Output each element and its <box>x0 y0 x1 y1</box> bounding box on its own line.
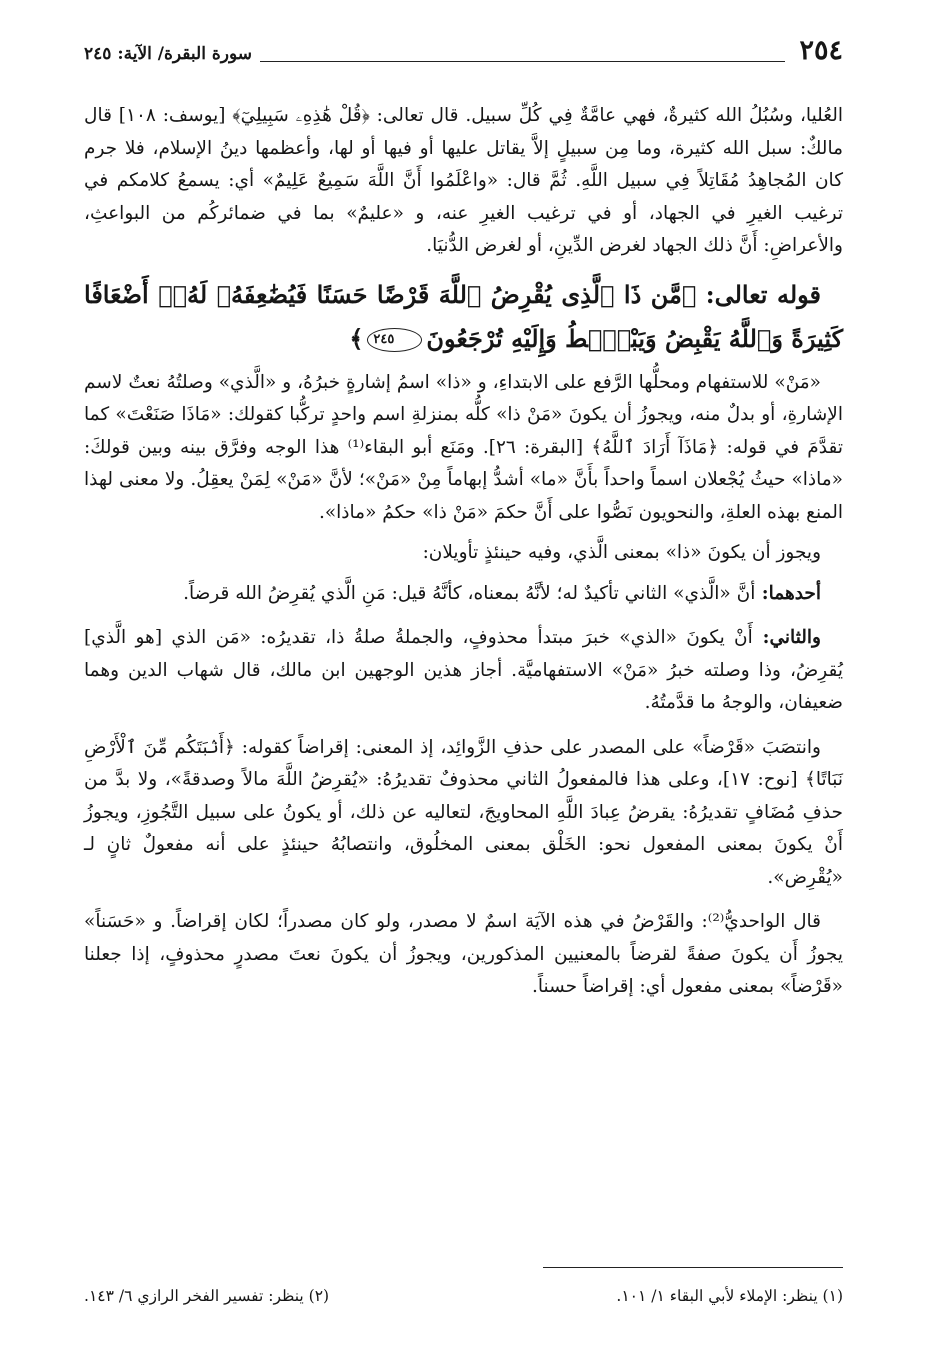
footnote-1: (١) ينظر: الإملاء لأبي البقاء ١/ ١٠١. <box>616 1287 843 1305</box>
page-number: ٢٥٤ <box>799 35 843 66</box>
verse-number-marker: ٢٤٥ <box>367 328 422 352</box>
header-rule <box>260 61 786 62</box>
running-header <box>84 34 843 66</box>
surah-reference: سورة البقرة/ الآية: ٢٤٥ <box>84 44 252 64</box>
paragraph-4-text: أنَّ «الَّذي» الثاني تأكيدٌ له؛ لأنَّهُ بمعناه، كأنَّهُ قيل: مَنِ الَّذي يُقرِضُ الله قرضاً. <box>183 582 756 604</box>
paragraph-5-text: أَنْ يكونَ «الذي» خبرَ مبتدأ محذوفٍ، والجملةُ صلةُ ذا، تقديرُه: «مَن الذي [هو الَّذي] يُقرِضُ، وذا وصلته خبرُ «مَنْ» الاستفهاميَّة. أجاز هذين الوجهين ابن مالك، قال شهاب الدين وهما ضعيفان، والوجهُ ما قدَّمتُهُ. <box>84 627 843 713</box>
paragraph-1: العُليا، وسُبُلُ الله كثيرةٌ، فهي عامَّةٌ فِي كُلِّ سبيل. قال تعالى: ﴿قُلْ هَٰذِهِۦ سَبِيلِيٓ﴾ [يوسف: ١٠٨] قال مالكٌ: سبل الله كثيرة، وما مِن سبيلٍ إلاَّ يقاتل عليها أو فيها أو لها، وأعظمها دينُ الإسلام، فلا جرم كان المُجاهِدُ مُقَاتِلاً فِي سبيل اللَّهِ. ثُمَّ قال: «واعْلَمُوا أَنَّ اللَّهَ سَمِيعٌ عَلِيمٌ» أي: يسمعُ كلامكم في ترغيب الغيرِ في الجهاد، أو في ترغيب الغيرِ عنه، و «عليمٌ» بما في ضمائركُم من البواعثِ، والأعراضِ: أَنَّ ذلك الجهاد لغرض الدِّينِ، أو لغرض الدُّنيَا. <box>84 105 843 256</box>
paragraph-5-lead: والثاني: <box>752 627 821 648</box>
footnote-2: (٢) ينظر: تفسير الفخر الرازي ٦/ ١٤٣. <box>84 1287 330 1305</box>
verse-text: ﴿مَّن ذَا ٱلَّذِى يُقْرِضُ ٱللَّهَ قَرْضًا حَسَنًا فَيُضَٰعِفَهُۥ لَهُۥٓ أَضْعَافًا كَثِيرَةً وَٱللَّهُ يَقْبِضُ وَيَبْصُۜطُ وَإِلَيْهِ تُرْجَعُونَ <box>84 279 843 353</box>
paragraph-7: قال الواحديُّ⁽²⁾: والقَرْضُ في هذه الآيَة اسمٌ لا مصدر، ولو كان مصدراً؛ لكان إقراضاً. و «حَسَناً» يجوزُ أَن يكونَ صفةً لقرضاً بالمعنيين المذكورين، ويجوزُ أن يكونَ نعتَ مصدرٍ محذوفٍ، إذا جعلنا «قَرْضاً» بمعنى مفعول أي: إقراضاً حسناً. <box>84 911 843 997</box>
paragraph-2: «مَنْ» للاستفهام ومحلُّها الرَّفع على الابتداءِ، و «ذا» اسمُ إشارةٍ خبرُهُ، و «الَّذي» وصلتُهُ نعتٌ لاسم الإشارةِ، أو بدلٌ منه، ويجوزُ أن يكونَ «مَنْ ذا» كلُّه بمنزلةِ اسم واحدٍ تركُّبا كقولك: «مَاذَا صَنَعْتَ» كما تقدَّمَ في قوله: ﴿مَاذَآ أَرَادَ ٱللَّهُ﴾ [البقرة: ٢٦]. ومَنَع أبو البقاء⁽¹⁾ هذا الوجه وفرَّق بينه وبين قولكَ: «ماذا» حيثُ يُجْعلان اسماً واحداً بأَنَّ «ما» أشدُّ إبهاماً مِنْ «مَنْ»؛ لأنَّ «مَنْ» لِمَنْ يعقِلُ. ولا معنى لهذا المنع بهذه العلةِ، والنحويون نَصُّوا على أَنَّ حكمَ «مَنْ ذا» حكمُ «ماذا». <box>84 371 843 523</box>
main-text <box>84 100 843 1004</box>
paragraph-5 <box>84 622 843 720</box>
paragraph-4-lead: أحدهما: <box>755 582 821 604</box>
verse-close: ﴾ <box>349 323 364 353</box>
footnote-rule <box>543 1267 843 1268</box>
paragraph-6: وانتصَبَ «قَرْضاً» على المصدر على حذفِ الزَّوائِد، إذ المعنى: إقراضاً كقوله: ﴿أَنۢبَتَكُم مِّنَ ٱلْأَرْضِ نَبَاتًا﴾ [نوح: ١٧]، وعلى هذا فالمفعولُ الثاني محذوفٌ تقديرُهُ: «يُقرِضُ اللَّهَ مالاً وصدقةً»، ولا بدَّ من حذفِ مُضَافٍ تقديرُهُ: يقرضُ عِبادَ اللَّهِ المحاويجَ، لتعاليه عن ذلك، أو يكونُ على سبيل التَّجُوزِ، ويجوزُ أَنْ يكونَ بمعنى المفعول نحو: الخَلْق بمعنى المخلُوق، وانتصابُهُ حينئذٍ على أنه مفعولٌ ثانٍ لـ «يُقْرِض». <box>84 736 844 888</box>
quran-verse <box>84 273 843 361</box>
paragraph-4 <box>84 578 843 611</box>
paragraph-3: ويجوز أن يكونَ «ذا» بمعنى الَّذي، وفيه حينئذٍ تأويلان: <box>422 542 821 563</box>
footnotes <box>84 1284 843 1308</box>
verse-intro: قوله تعالى: <box>696 279 822 309</box>
